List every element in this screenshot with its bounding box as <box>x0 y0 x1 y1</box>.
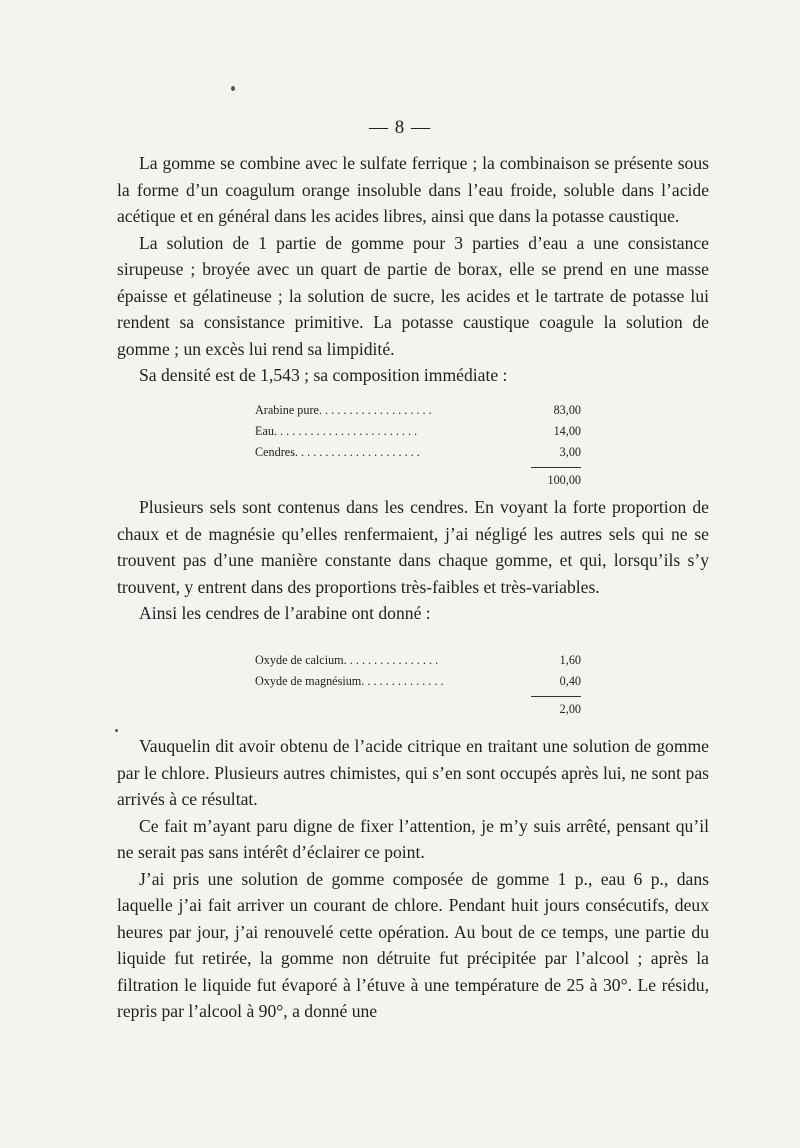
table-value: 0,40 <box>559 674 581 688</box>
table-value: 3,00 <box>559 445 581 459</box>
text-block-3 <box>117 733 709 1025</box>
table-value: 1,60 <box>559 653 581 667</box>
table-value: 83,00 <box>553 403 581 417</box>
table-label: Oxyde de calcium. . . . . . . . . . . . . . . . <box>255 653 439 667</box>
table-row <box>255 442 581 463</box>
page-number: — 8 — <box>369 117 431 138</box>
paragraph: Ce fait m’ayant paru digne de fixer l’attention, je m’y suis arrêté, pensant qu’il ne serait pas sans intérêt d’éclairer ce point. <box>117 815 709 862</box>
table-label: Oxyde de magnésium. . . . . . . . . . . . . . <box>255 674 444 688</box>
paragraph: La gomme se combine avec le sulfate ferrique ; la combinaison se présente sous la forme d’un coagulum orange insoluble dans l’eau froide, soluble dans l’acide acétique et en général dans les acides libres, ainsi que dans la potasse caustique. <box>117 153 709 226</box>
text-block-2 <box>117 494 709 627</box>
table-row <box>255 671 581 692</box>
paragraph: Vauquelin dit avoir obtenu de l’acide citrique en traitant une solution de gomme par le chlore. Plusieurs autres chimistes, qui s’en sont occupés après lui, ne sont pas arrivés à ce résultat. <box>117 736 709 809</box>
sum-rule <box>531 696 581 697</box>
table-value: 14,00 <box>553 424 581 438</box>
paragraph: Sa densité est de 1,543 ; sa composition immédiate : <box>139 365 508 385</box>
paragraph: J’ai pris une solution de gomme composée de gomme 1 p., eau 6 p., dans laquelle j’ai fait arriver un courant de chlore. Pendant huit jours consécutifs, deux heures par jour, j’ai renouvelé cette opération. Au bout de ce temps, une partie du liquide fut retirée, la gomme non détruite fut précipitée par l’alcool ; après la filtration le liquide fut évaporé à l’étuve à une température de 25 à 30°. Le résidu, repris par l’alcool à 90°, a donné une <box>117 868 709 1021</box>
table-row <box>255 650 581 671</box>
table-total: 100,00 <box>547 473 581 487</box>
text-block-1 <box>117 150 709 389</box>
table-label: Cendres. . . . . . . . . . . . . . . . . . . . . <box>255 445 420 459</box>
table-row <box>255 400 581 421</box>
table-row <box>255 421 581 442</box>
ink-speck <box>231 86 235 91</box>
composition-table <box>255 400 581 491</box>
table-total: 2,00 <box>559 702 581 716</box>
table-label: Arabine pure. . . . . . . . . . . . . . . . . . . <box>255 403 432 417</box>
paragraph: Plusieurs sels sont contenus dans les cendres. En voyant la forte proportion de chaux et de magnésie qu’elles renfermaient, j’ai négligé les autres sels qui ne se trouvent pas d’une manière constante dans chaque gomme, et qui, lorsqu’ils s’y trouvent, y entrent dans des proportions très-faibles et très-variables. <box>117 497 709 597</box>
paragraph: La solution de 1 partie de gomme pour 3 parties d’eau a une consistance sirupeuse ; broyée avec un quart de partie de borax, elle se prend en une masse épaisse et gélatineuse ; la solution de sucre, les acides et le tartrate de potasse lui rendent sa consistance primitive. La potasse caustique coagule la solution de gomme ; un excès lui rend sa limpidité. <box>117 232 709 359</box>
paragraph: Ainsi les cendres de l’arabine ont donné : <box>139 603 431 623</box>
table-label: Eau. . . . . . . . . . . . . . . . . . . . . . . . <box>255 424 418 438</box>
ink-speck <box>115 729 118 732</box>
ash-table <box>255 650 581 720</box>
sum-rule <box>531 467 581 468</box>
